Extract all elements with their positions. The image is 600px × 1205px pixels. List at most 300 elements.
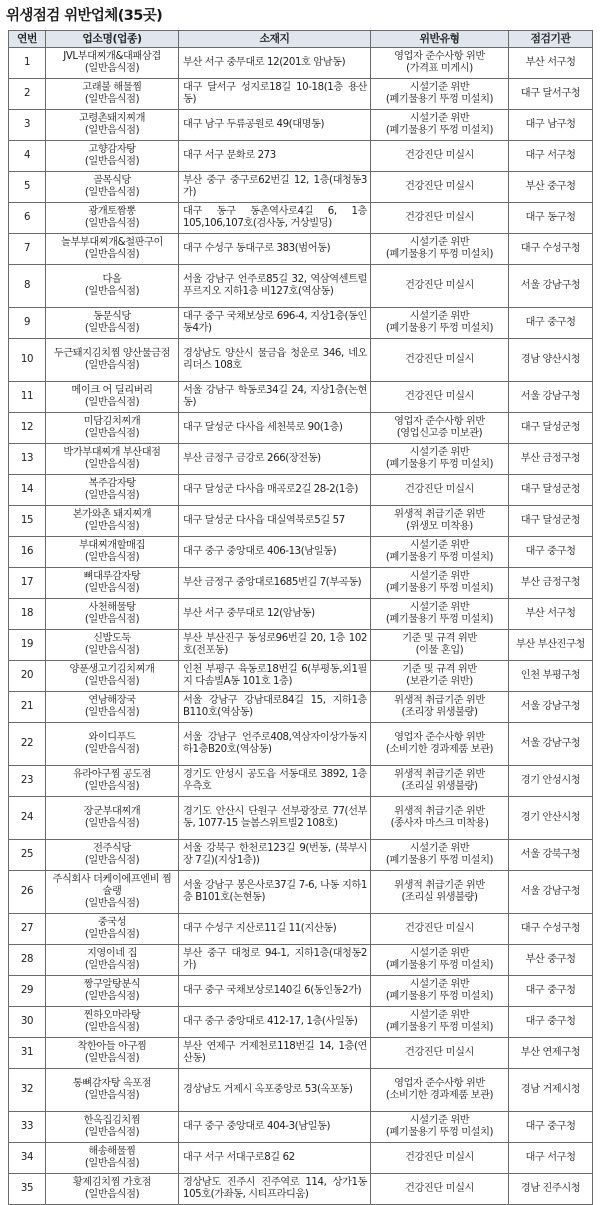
business-name: 짱구알탕분식 [83, 979, 141, 990]
cell-violation [371, 1069, 509, 1112]
violation-type: 영업자 준수사항 위반 [394, 732, 485, 743]
cell-no: 10 [9, 339, 46, 382]
cell-agency: 부산 중구청 [509, 945, 593, 976]
business-name: 양푼생고기김치찌개 [69, 664, 155, 675]
cell-business [46, 1174, 179, 1205]
cell-address: 대구 남구 두류공원로 49(대명동) [179, 110, 371, 141]
table-row [9, 444, 593, 475]
table-row [9, 339, 593, 382]
cell-address: 경상남도 양산시 물금읍 청운로 346, 네오리더스 108호 [179, 339, 371, 382]
violation-type: 위생적 취급기준 위반 [394, 509, 485, 520]
violation-type: 시설기준 위반 [409, 602, 470, 613]
cell-agency: 대구 중구청 [509, 1007, 593, 1038]
cell-agency: 대구 수성구청 [509, 234, 593, 265]
cell-violation [371, 692, 509, 723]
cell-address: 부산 금정구 금강로 266(장전동) [179, 444, 371, 475]
cell-no: 3 [9, 110, 46, 141]
table-row [9, 234, 593, 265]
cell-address: 경상남도 거제시 옥포중앙로 53(옥포동) [179, 1069, 371, 1112]
table-header-row [9, 31, 593, 48]
business-name: 고래불 해물찜 [82, 82, 142, 93]
cell-violation [371, 945, 509, 976]
violation-detail: (조리실 위생불량) [401, 781, 478, 792]
cell-agency: 대구 달성군청 [509, 475, 593, 506]
business-category: (일반음식점) [84, 960, 140, 971]
cell-business [46, 1112, 179, 1143]
business-name: 골목식당 [93, 175, 131, 186]
cell-business [46, 1007, 179, 1038]
business-category: (일반음식점) [84, 898, 140, 909]
business-category: (일반음식점) [84, 1053, 140, 1064]
cell-no: 27 [9, 914, 46, 945]
table-row [9, 1038, 593, 1069]
cell-no: 35 [9, 1174, 46, 1205]
cell-agency: 서울 강남구청 [509, 871, 593, 914]
violation-type: 시설기준 위반 [409, 113, 470, 124]
table-row [9, 1069, 593, 1112]
cell-no: 18 [9, 599, 46, 630]
table-row [9, 661, 593, 692]
violations-table [8, 30, 593, 1205]
cell-address: 서울 강남구 봉은사로37길 7-6, 나동 지하1층 B101호(논현동) [179, 871, 371, 914]
violation-detail: (이물 혼입) [415, 645, 464, 656]
cell-business [46, 766, 179, 797]
table-body [9, 48, 593, 1205]
cell-address: 서울 강남구 언주로408,역삼자이상가동지하1층B20호(역삼동) [179, 723, 371, 766]
violation-detail: (영업신고증 미보관) [396, 428, 483, 439]
cell-violation [371, 141, 509, 172]
business-name: 전주식당 [93, 843, 131, 854]
cell-agency: 대구 서구청 [509, 141, 593, 172]
cell-business [46, 1143, 179, 1174]
business-category: (일반음식점) [84, 614, 140, 625]
table-row [9, 203, 593, 234]
business-name: 미담김치찌개 [83, 416, 141, 427]
business-category: (일반음식점) [84, 94, 140, 105]
violation-detail: (폐기물용기 뚜껑 미설치) [385, 94, 494, 105]
cell-address: 부산 중구 중구로62번길 12, 1층(대청동3가) [179, 172, 371, 203]
violation-type: 시설기준 위반 [409, 1115, 470, 1126]
violation-detail: (폐기물용기 뚜껑 미설치) [385, 552, 494, 563]
business-name: 메이크 어 딜리버리 [71, 385, 153, 396]
cell-business [46, 871, 179, 914]
cell-address: 대구 중구 국채보상로140길 6(동인동2가) [179, 976, 371, 1007]
cell-address: 대구 달성군 다사읍 세천북로 90(1층) [179, 413, 371, 444]
table-row [9, 976, 593, 1007]
violation-detail: (폐기물용기 뚜껑 미설치) [385, 614, 494, 625]
cell-violation [371, 661, 509, 692]
cell-business [46, 444, 179, 475]
cell-business [46, 914, 179, 945]
cell-violation [371, 48, 509, 79]
table-row [9, 265, 593, 308]
violation-detail: (소비기한 경과제품 보관) [385, 744, 494, 755]
table-row [9, 1007, 593, 1038]
cell-no: 28 [9, 945, 46, 976]
cell-business [46, 692, 179, 723]
business-category: (일반음식점) [84, 1022, 140, 1033]
business-name: 박가부대찌개 부산대점 [63, 447, 161, 458]
cell-business [46, 234, 179, 265]
violation-detail: (종사자 마스크 미착용) [390, 818, 489, 829]
cell-violation [371, 475, 509, 506]
cell-agency: 경기 안산시청 [509, 797, 593, 840]
business-category: (일반음식점) [84, 218, 140, 229]
cell-business [46, 537, 179, 568]
cell-violation [371, 568, 509, 599]
cell-no: 34 [9, 1143, 46, 1174]
business-name: 장군부대찌개 [83, 806, 141, 817]
cell-no: 24 [9, 797, 46, 840]
cell-no: 30 [9, 1007, 46, 1038]
violation-detail: (폐기물용기 뚜껑 미설치) [385, 1127, 494, 1138]
table-row [9, 914, 593, 945]
cell-agency: 대구 남구청 [509, 110, 593, 141]
violation-detail: (폐기물용기 뚜껑 미설치) [385, 459, 494, 470]
cell-no: 17 [9, 568, 46, 599]
business-category: (일반음식점) [84, 1127, 140, 1138]
cell-address: 인천 부평구 육동로18번길 6(부평동,외1필지 다솜빌A동 101호 1층) [179, 661, 371, 692]
cell-business [46, 945, 179, 976]
business-name: 찐하오마라탕 [83, 1010, 141, 1021]
violation-type: 시설기준 위반 [409, 237, 470, 248]
business-name: 연남해장국 [88, 695, 136, 706]
violation-detail: (폐기물용기 뚜껑 미설치) [385, 125, 494, 136]
cell-violation [371, 797, 509, 840]
violation-type: 시설기준 위반 [409, 843, 470, 854]
table-row [9, 308, 593, 339]
cell-violation [371, 234, 509, 265]
cell-address: 대구 서구 문화로 273 [179, 141, 371, 172]
violation-type: 위생적 취급기준 위반 [394, 806, 485, 817]
cell-no: 13 [9, 444, 46, 475]
business-name: 복주감자탕 [88, 478, 136, 489]
business-name: 뼈대루감자탕 [83, 571, 141, 582]
business-name: 사천해물탕 [88, 602, 136, 613]
cell-violation [371, 172, 509, 203]
violation-type: 시설기준 위반 [409, 571, 470, 582]
business-category: (일반음식점) [84, 744, 140, 755]
business-category: (일반음식점) [84, 676, 140, 687]
cell-business [46, 413, 179, 444]
cell-violation [371, 1112, 509, 1143]
cell-business [46, 661, 179, 692]
header-no: 연번 [9, 31, 46, 48]
business-name: 광개토짬뽕 [88, 206, 136, 217]
business-name: 동문식당 [93, 311, 131, 322]
violation-detail: (가격표 미게시) [406, 63, 473, 74]
cell-no: 11 [9, 382, 46, 413]
cell-business [46, 475, 179, 506]
cell-no: 33 [9, 1112, 46, 1143]
business-category: (일반음식점) [84, 818, 140, 829]
business-category: (일반음식점) [84, 855, 140, 866]
business-name: 고향감자탕 [88, 144, 136, 155]
violation-detail: (폐기물용기 뚜껑 미설치) [385, 855, 494, 866]
cell-address: 부산 서구 중무대로 12(암남동) [179, 599, 371, 630]
business-category: (일반음식점) [84, 1189, 140, 1200]
cell-agency: 대구 중구청 [509, 308, 593, 339]
cell-violation [371, 382, 509, 413]
cell-violation [371, 339, 509, 382]
violation-type: 위생적 취급기준 위반 [394, 695, 485, 706]
business-name: 신밥도둑 [93, 633, 131, 644]
cell-no: 16 [9, 537, 46, 568]
cell-address: 서울 강남구 학동로34길 24, 지상1층(논현동) [179, 382, 371, 413]
cell-business [46, 265, 179, 308]
violation-type: 기준 및 규격 위반 [402, 633, 477, 644]
cell-agency: 서울 강남구청 [509, 265, 593, 308]
violation-type: 시설기준 위반 [409, 540, 470, 551]
business-name: 유라아구찜 공도점 [72, 769, 152, 780]
cell-no: 20 [9, 661, 46, 692]
cell-business [46, 172, 179, 203]
violation-type: 건강진단 미실시 [405, 391, 474, 402]
cell-agency: 부산 서구청 [509, 48, 593, 79]
cell-violation [371, 599, 509, 630]
cell-violation [371, 537, 509, 568]
cell-address: 대구 달성군 다사읍 매곡로2길 28-2(1층) [179, 475, 371, 506]
cell-address: 대구 중구 중앙대로 406-13(남일동) [179, 537, 371, 568]
cell-business [46, 48, 179, 79]
violation-type: 기준 및 규격 위반 [402, 664, 477, 675]
table-row [9, 945, 593, 976]
table-row [9, 766, 593, 797]
cell-agency: 경남 진주시청 [509, 1174, 593, 1205]
business-name: 고령촌돼지찌개 [78, 113, 146, 124]
cell-address: 부산 연제구 거제천로118번길 14, 1층(연산동) [179, 1038, 371, 1069]
cell-business [46, 797, 179, 840]
table-row [9, 797, 593, 840]
table-row [9, 110, 593, 141]
violation-detail: (폐기물용기 뚜껑 미설치) [385, 991, 494, 1002]
header-inspection-agency: 점검기관 [509, 31, 593, 48]
business-category: (일반음식점) [84, 397, 140, 408]
business-category: (일반음식점) [84, 428, 140, 439]
cell-business [46, 599, 179, 630]
violation-detail: (조리실 위생불량) [401, 892, 478, 903]
cell-no: 1 [9, 48, 46, 79]
cell-address: 대구 중구 국채보상로 696-4, 지상1층(동인동4가) [179, 308, 371, 339]
cell-violation [371, 79, 509, 110]
cell-violation [371, 506, 509, 537]
violation-type: 건강진단 미실시 [405, 150, 474, 161]
business-name: 두근돼지김치찜 양산물금점 [53, 348, 171, 359]
violation-type: 영업자 준수사항 위반 [394, 1078, 485, 1089]
cell-agency: 대구 동구청 [509, 203, 593, 234]
table-row [9, 413, 593, 444]
cell-agency: 서울 강남구청 [509, 723, 593, 766]
cell-no: 5 [9, 172, 46, 203]
cell-no: 6 [9, 203, 46, 234]
business-category: (일반음식점) [84, 187, 140, 198]
cell-no: 23 [9, 766, 46, 797]
page-title: 위생점검 위반업체(35곳) [6, 8, 163, 24]
cell-violation [371, 723, 509, 766]
header-violation-type: 위반유형 [371, 31, 509, 48]
cell-agency: 경남 양산시청 [509, 339, 593, 382]
cell-agency: 서울 강북구청 [509, 840, 593, 871]
business-category: (일반음식점) [84, 583, 140, 594]
cell-no: 32 [9, 1069, 46, 1112]
cell-violation [371, 1174, 509, 1205]
business-category: (일반음식점) [84, 521, 140, 532]
violation-type: 영업자 준수사항 위반 [394, 416, 485, 427]
cell-violation [371, 413, 509, 444]
cell-no: 12 [9, 413, 46, 444]
business-category: (일반음식점) [84, 156, 140, 167]
cell-no: 7 [9, 234, 46, 265]
cell-violation [371, 203, 509, 234]
cell-agency: 부산 서구청 [509, 599, 593, 630]
violation-type: 건강진단 미실시 [405, 1047, 474, 1058]
cell-address: 대구 동구 동촌역사로4길 6, 1층 105,106,107호(검사동, 거상빌딩) [179, 203, 371, 234]
cell-business [46, 308, 179, 339]
violation-detail: (폐기물용기 뚜껑 미설치) [385, 249, 494, 260]
table-row [9, 1174, 593, 1205]
cell-violation [371, 630, 509, 661]
table-row [9, 568, 593, 599]
cell-no: 29 [9, 976, 46, 1007]
business-category: (일반음식점) [84, 459, 140, 470]
business-category: (일반음식점) [84, 552, 140, 563]
cell-violation [371, 976, 509, 1007]
cell-address: 부산 중구 대청로 94-1, 지하1층(대청동2가) [179, 945, 371, 976]
violation-type: 건강진단 미실시 [405, 280, 474, 291]
table-row [9, 871, 593, 914]
cell-business [46, 568, 179, 599]
violation-type: 시설기준 위반 [409, 82, 470, 93]
cell-agency: 경남 거제시청 [509, 1069, 593, 1112]
cell-no: 26 [9, 871, 46, 914]
violation-type: 건강진단 미실시 [405, 1152, 474, 1163]
cell-no: 2 [9, 79, 46, 110]
cell-no: 14 [9, 475, 46, 506]
violation-type: 건강진단 미실시 [405, 181, 474, 192]
violation-detail: (폐기물용기 뚜껑 미설치) [385, 1022, 494, 1033]
cell-address: 서울 강남구 강남대로84길 15, 지하1층 B110호(역삼동) [179, 692, 371, 723]
cell-violation [371, 110, 509, 141]
cell-agency: 대구 서구청 [509, 1143, 593, 1174]
cell-business [46, 630, 179, 661]
violation-detail: (폐기물용기 뚜껑 미설치) [385, 960, 494, 971]
cell-business [46, 840, 179, 871]
cell-address: 대구 수성구 지산로11길 11(지산동) [179, 914, 371, 945]
business-category: (일반음식점) [84, 929, 140, 940]
business-category: (일반음식점) [84, 63, 140, 74]
cell-address: 대구 중구 중앙대로 404-3(남일동) [179, 1112, 371, 1143]
violation-detail: (위생모 미착용) [406, 521, 473, 532]
cell-agency: 부산 중구청 [509, 172, 593, 203]
cell-address: 대구 중구 중앙대로 412-17, 1층(사일동) [179, 1007, 371, 1038]
table-row [9, 630, 593, 661]
cell-agency: 대구 수성구청 [509, 914, 593, 945]
violation-type: 시설기준 위반 [409, 979, 470, 990]
cell-no: 9 [9, 308, 46, 339]
cell-agency: 인천 부평구청 [509, 661, 593, 692]
table-row [9, 382, 593, 413]
cell-no: 4 [9, 141, 46, 172]
business-category: (일반음식점) [84, 1158, 140, 1169]
cell-agency: 대구 중구청 [509, 1112, 593, 1143]
header-address: 소재지 [179, 31, 371, 48]
table-row [9, 475, 593, 506]
table-row [9, 1143, 593, 1174]
table-row [9, 141, 593, 172]
cell-no: 25 [9, 840, 46, 871]
cell-business [46, 976, 179, 1007]
business-category: (일반음식점) [84, 323, 140, 334]
violation-detail: (조리장 위생불량) [401, 707, 478, 718]
business-name: 와이디푸드 [88, 732, 136, 743]
cell-agency: 대구 중구청 [509, 976, 593, 1007]
violation-type: 위생적 취급기준 위반 [394, 769, 485, 780]
business-name: 황제김치찜 가호점 [72, 1177, 152, 1188]
business-category: (일반음식점) [84, 707, 140, 718]
cell-violation [371, 914, 509, 945]
cell-violation [371, 840, 509, 871]
violation-type: 건강진단 미실시 [405, 484, 474, 495]
violation-type: 영업자 준수사항 위반 [394, 51, 485, 62]
cell-violation [371, 871, 509, 914]
business-category: (일반음식점) [84, 781, 140, 792]
cell-violation [371, 766, 509, 797]
cell-address: 서울 강남구 언주로85길 32, 역삼역센트럴푸르지오 지하1층 비127호(역삼동) [179, 265, 371, 308]
table-row [9, 723, 593, 766]
table-row [9, 1112, 593, 1143]
business-category: (일반음식점) [84, 991, 140, 1002]
cell-business [46, 1038, 179, 1069]
cell-business [46, 339, 179, 382]
cell-agency: 부산 부산진구청 [509, 630, 593, 661]
cell-agency: 대구 달성군청 [509, 506, 593, 537]
violation-detail: (폐기물용기 뚜껑 미설치) [385, 323, 494, 334]
violation-type: 시설기준 위반 [409, 311, 470, 322]
business-name: 해송해물찜 [88, 1146, 136, 1157]
cell-agency: 대구 달성군청 [509, 413, 593, 444]
business-name: 놀부부대찌개&철판구이 [61, 237, 163, 248]
cell-business [46, 1069, 179, 1112]
cell-business [46, 203, 179, 234]
cell-address: 대구 서구 서대구로8길 62 [179, 1143, 371, 1174]
cell-violation [371, 444, 509, 475]
cell-violation [371, 308, 509, 339]
violation-detail: (폐기물용기 뚜껑 미설치) [385, 583, 494, 594]
cell-no: 8 [9, 265, 46, 308]
business-category: (일반음식점) [84, 286, 140, 297]
violation-type: 시설기준 위반 [409, 948, 470, 959]
violation-type: 건강진단 미실시 [405, 354, 474, 365]
table-row [9, 48, 593, 79]
cell-address: 경기도 안성시 공도읍 서동대로 3892, 1층 우측호 [179, 766, 371, 797]
business-category: (일반음식점) [84, 125, 140, 136]
cell-address: 부산 금정구 중앙대로1685번길 7(부곡동) [179, 568, 371, 599]
business-name: JVL부대찌개&대패삼겹 [63, 51, 161, 62]
cell-agency: 대구 달서구청 [509, 79, 593, 110]
violation-type: 건강진단 미실시 [405, 212, 474, 223]
violation-detail: (소비기한 경과제품 보관) [385, 1090, 494, 1101]
header-business-name: 업소명(업종) [46, 31, 179, 48]
business-name: 부대찌개할매집 [78, 540, 146, 551]
business-name: 중국성 [97, 917, 127, 928]
violation-type: 위생적 취급기준 위반 [394, 880, 485, 891]
cell-address: 경상남도 진주시 진주역로 114, 상가1동 105호(가좌동, 시티프라디움) [179, 1174, 371, 1205]
cell-address: 대구 수성구 동대구로 383(범어동) [179, 234, 371, 265]
business-name: 한옥집김치찜 [83, 1115, 141, 1126]
cell-address: 대구 달성군 다사읍 대실역북로5길 57 [179, 506, 371, 537]
violation-type: 시설기준 위반 [409, 1010, 470, 1021]
cell-no: 22 [9, 723, 46, 766]
